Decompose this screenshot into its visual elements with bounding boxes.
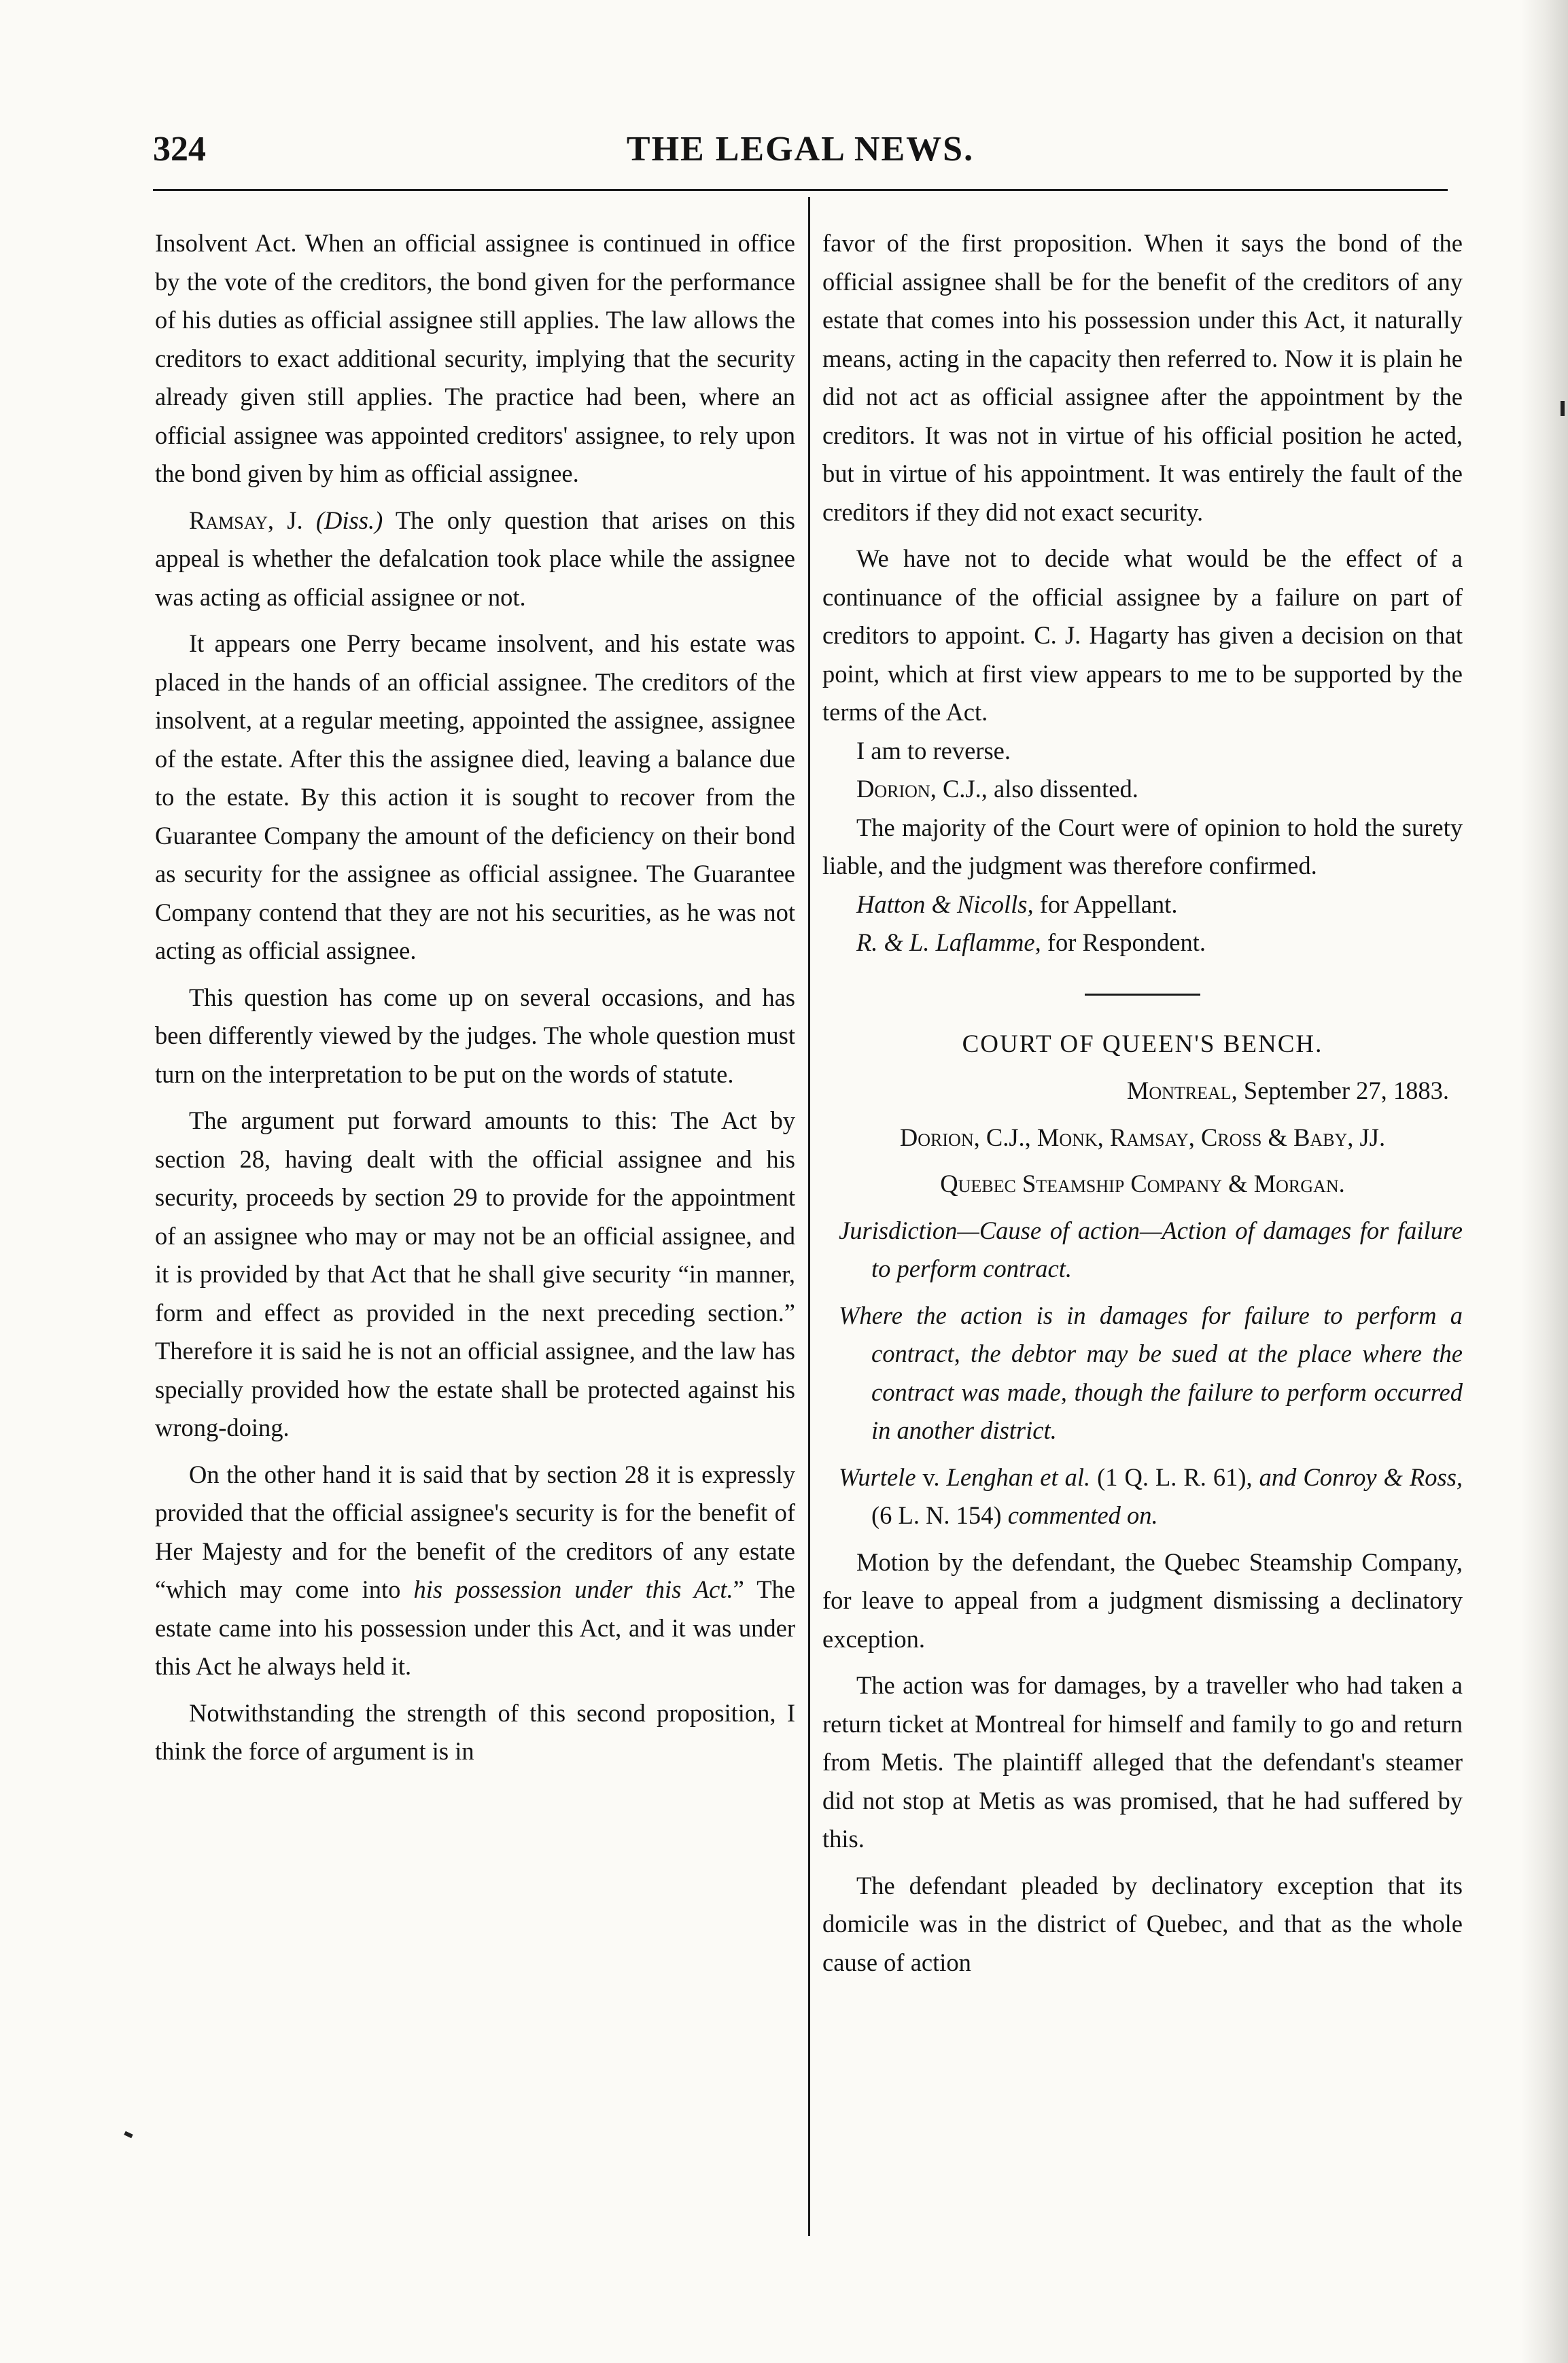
cited-case: Conroy & Ross, bbox=[1303, 1463, 1463, 1491]
counsel-line bbox=[822, 924, 1463, 962]
paragraph: This question has come up on several occasions, and has been differently viewed by the judges. The whole question must turn on the interpretation to be put on the words of statute. bbox=[155, 983, 795, 1088]
citation-text: and bbox=[1259, 1463, 1297, 1491]
paragraph-text: The only question that arises on this appeal is whether the defalcation took place while the assignee was acting as official assignee or not. bbox=[155, 506, 796, 611]
paragraph: We have not to decide what would be the effect of a continuance of the official assignee by a failure on part of creditors to appoint. C. J. Hagarty has given a decision on that point, which at first view appears to me to be supported by the terms of the Act. bbox=[822, 544, 1463, 726]
paragraph: favor of the first proposition. When it says the bond of the official assignee shall be for the benefit of the creditors of any estate that comes into his possession under this Act, it naturally means, acting in the capacity then referred to. Now it is plain he did not act as official assignee after the appointment by the creditors. It was not in virtue of his official position he acted, but in virtue of his appointment. It was entirely the fault of the creditors if they did not exact security. bbox=[822, 229, 1463, 526]
paragraph: The action was for damages, by a traveller who had taken a return ticket at Montreal for himself and family to go and return from Metis. The plaintiff alleged that the defendant's steamer did not stop at Metis as was promised, that he had suffered by this. bbox=[822, 1671, 1463, 1853]
paragraph bbox=[155, 1456, 795, 1686]
edge-mark bbox=[1561, 401, 1565, 416]
paragraph-text: ” The estate came into his possession under this Act, and it was under this Act he always held it. bbox=[155, 1575, 795, 1680]
citation-ref: (1 Q. L. R. 61), bbox=[1097, 1463, 1253, 1491]
paragraph-text: On the other hand it is said that by section 28 it is expressly provided that the official assignee's security is for the benefit of Her Majesty and for the benefit of the creditors of any estate “which may come into bbox=[155, 1460, 795, 1603]
cited-case: Wurtele bbox=[839, 1463, 916, 1491]
judge-name: Dorion, C.J., bbox=[856, 775, 988, 803]
counsel-line bbox=[822, 886, 1463, 924]
court-heading: COURT OF QUEEN'S BENCH. bbox=[962, 1030, 1323, 1058]
section-rule bbox=[1085, 994, 1200, 996]
citation-ref: (6 L. N. 154) bbox=[871, 1501, 1002, 1529]
stray-ink-mark bbox=[124, 2131, 133, 2139]
paragraph bbox=[822, 770, 1463, 809]
citation-text: v. bbox=[922, 1463, 940, 1491]
left-column bbox=[155, 224, 795, 1771]
page-header bbox=[153, 129, 1448, 183]
bench-line: Dorion, C.J., Monk, Ramsay, Cross & Baby, JJ. bbox=[899, 1123, 1386, 1151]
citation-text: commented on. bbox=[1007, 1501, 1158, 1529]
scan-edge-shadow bbox=[1521, 0, 1568, 2363]
running-title: THE LEGAL NEWS. bbox=[626, 130, 975, 169]
counsel-name: R. & L. Laflamme, bbox=[856, 928, 1041, 956]
quoted-text: his possession under this Act. bbox=[413, 1575, 733, 1603]
paragraph: The defendant pleaded by declinatory exception that its domicile was in the district of Quebec, and that as the whole cause of action bbox=[822, 1871, 1463, 1976]
paragraph bbox=[155, 502, 795, 617]
right-column bbox=[822, 224, 1463, 1982]
paragraph: It appears one Perry became insolvent, and his estate was placed in the hands of an official assignee. The creditors of the insolvent, at a regular meeting, appointed the assignee, assignee of the estate. After this the assignee died, leaving a balance due to the estate. By this action it is sought to recover from the Guarantee Company the amount of the deficiency on their bond as security for the assignee as official assignee. The Guarantee Company contend that they are not his securities, as he was not acting as official assignee. bbox=[155, 629, 795, 964]
dateline bbox=[822, 1072, 1463, 1110]
dateline-place: Montreal, bbox=[1126, 1077, 1238, 1104]
counsel-role: for Respondent. bbox=[1047, 928, 1206, 956]
paragraph-text: also dissented. bbox=[994, 775, 1138, 803]
counsel-role: for Appellant. bbox=[1039, 890, 1178, 918]
paragraph: Motion by the defendant, the Quebec Steamship Company, for leave to appeal from a judgment dismissing a declinatory exception. bbox=[822, 1547, 1463, 1653]
dateline-date: September 27, 1883. bbox=[1243, 1077, 1449, 1104]
paragraph: Notwithstanding the strength of this second proposition, I think the force of argument is in bbox=[155, 1698, 795, 1765]
paragraph: I am to reverse. bbox=[856, 736, 1011, 765]
headnote-topic: Jurisdiction—Cause of action—Action of damages for failure to perform contract. bbox=[839, 1216, 1463, 1282]
cited-case: Lenghan et al. bbox=[946, 1463, 1091, 1491]
headnote-rule: Where the action is in damages for failure to perform a contract, the debtor may be sued at the place where the contract was made, though the failure to perform occurred in another district. bbox=[839, 1301, 1463, 1444]
paragraph: The argument put forward amounts to this: The Act by section 28, having dealt with the official assignee and his security, proceeds by section 29 to provide for the appointment of an assignee who may or may not be an official assignee, and it is provided by that Act that he shall give security “in manner, form and effect as provided in the next preceding section.” Therefore it is said he is not an official assignee, and the law has specially provided how the estate shall be protected against his wrong-doing. bbox=[155, 1106, 795, 1441]
column-divider bbox=[808, 197, 810, 2236]
header-rule bbox=[153, 189, 1448, 191]
paragraph: Insolvent Act. When an official assignee is continued in office by the vote of the creditors, the bond given for the performance of his duties as official assignee still applies. The law allows the creditors to exact additional security, implying that the security already given still applies. The practice had been, where an official assignee was appointed creditors' assignee, to rely upon the bond given by him as official assignee. bbox=[155, 229, 795, 487]
judge-name: Ramsay, J. bbox=[189, 506, 303, 534]
case-title: Quebec Steamship Company & Morgan. bbox=[940, 1170, 1345, 1197]
citation bbox=[822, 1458, 1463, 1535]
dissent-marker: (Diss.) bbox=[315, 506, 383, 534]
paragraph: The majority of the Court were of opinion to hold the surety liable, and the judgment was therefore confirmed. bbox=[822, 813, 1463, 879]
page-number: 324 bbox=[153, 130, 206, 169]
counsel-name: Hatton & Nicolls, bbox=[856, 890, 1034, 918]
